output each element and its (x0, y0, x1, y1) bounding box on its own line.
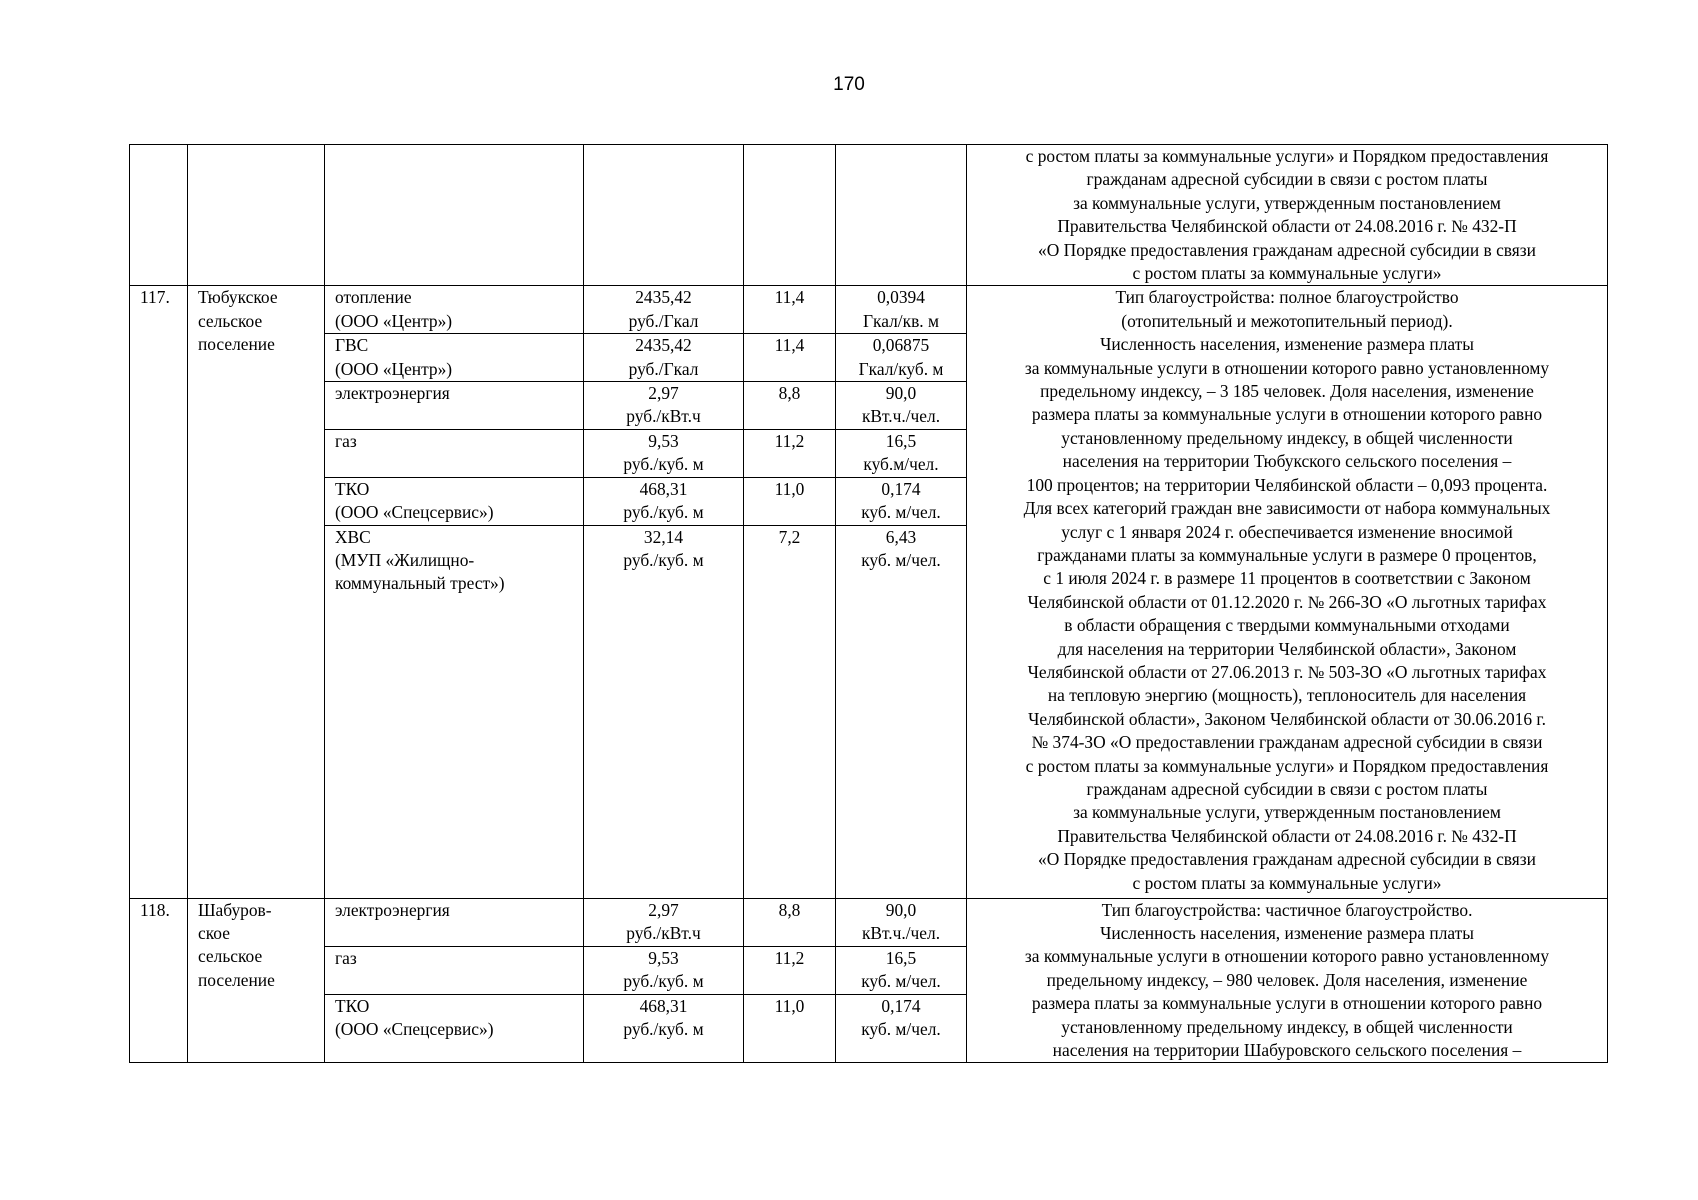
text-line: руб./куб. м (623, 454, 704, 475)
text-line: за коммунальные услуги, утвержденным постановлением (1073, 802, 1501, 823)
continuation-row (130, 145, 1608, 286)
text-line: куб. м/чел. (861, 502, 941, 523)
text-line: Гкал/куб. м (858, 358, 944, 379)
text-line: куб. м/чел. (861, 971, 941, 992)
service-name (325, 477, 584, 525)
text-line: Правительства Челябинской области от 24.08.2016 г. № 432-П (1057, 216, 1517, 237)
norm-value (836, 525, 967, 898)
text-line: сельское (198, 310, 263, 331)
norm-value (836, 382, 967, 430)
index-value: 11,4 (744, 286, 836, 334)
text-line: установленному предельному индексу, в общей численности (1061, 1016, 1513, 1037)
norm-value (836, 898, 967, 946)
text-line: на тепловую энергию (мощность), теплоноситель для населения (1047, 685, 1527, 706)
tariff-value (584, 382, 744, 430)
row-number: 118. (130, 898, 188, 1063)
text-line: куб. м/чел. (861, 549, 941, 570)
text-line: (отопительный и межотопительный период). (1121, 310, 1453, 331)
service-name (325, 286, 584, 334)
cont-settlement-cell (188, 145, 325, 286)
index-value: 8,8 (744, 382, 836, 430)
text-line: 100 процентов; на территории Челябинской области – 0,093 процента. (1026, 474, 1548, 495)
tariff-value (584, 429, 744, 477)
text-line: ХВС (335, 526, 371, 547)
cont-number-cell (130, 145, 188, 286)
index-value: 11,2 (744, 429, 836, 477)
text-line: 32,14 (643, 526, 684, 547)
text-line: за коммунальные услуги в отношении которого равно установленному (1024, 946, 1550, 967)
settlement-name (188, 286, 325, 898)
text-line: сельское (198, 946, 263, 967)
text-line: «О Порядке предоставления гражданам адресной субсидии в связи (1038, 239, 1536, 260)
tariff-value (584, 994, 744, 1062)
service-name (325, 994, 584, 1062)
text-line: 16,5 (885, 947, 917, 968)
text-line: (ООО «Спецсервис») (335, 1019, 494, 1040)
text-line: (ООО «Центр») (335, 310, 453, 331)
text-line: поселение (198, 334, 275, 355)
cont-norm-cell (836, 145, 967, 286)
text-line: отопление (335, 287, 412, 308)
text-line: руб./кВт.ч (626, 406, 701, 427)
text-line: «О Порядке предоставления гражданам адресной субсидии в связи (1038, 849, 1536, 870)
text-line: с ростом платы за коммунальные услуги» и Порядком предоставления (1025, 755, 1549, 776)
index-value: 11,0 (744, 477, 836, 525)
text-line: 90,0 (885, 899, 917, 920)
text-line: 2435,42 (635, 335, 692, 356)
text-line: 0,174 (881, 478, 921, 499)
table-row (130, 286, 1608, 334)
settlement-note (967, 286, 1608, 898)
text-line: 2,97 (648, 899, 679, 920)
index-value: 11,0 (744, 994, 836, 1062)
text-line: гражданам адресной субсидии в связи с ростом платы (1086, 778, 1488, 799)
text-line: 9,53 (648, 430, 679, 451)
service-name (325, 429, 584, 477)
text-line: кВт.ч./чел. (861, 922, 941, 943)
text-line: размера платы за коммунальные услуги в отношении которого равно (1031, 993, 1543, 1014)
text-line: предельному индексу, – 980 человек. Доля населения, изменение (1046, 969, 1528, 990)
settlement-note (967, 898, 1608, 1063)
text-line: 468,31 (639, 478, 688, 499)
text-line: руб./Гкал (628, 358, 699, 379)
text-line: ГВС (335, 335, 369, 356)
tariff-value (584, 525, 744, 898)
cont-service-cell (325, 145, 584, 286)
text-line: размера платы за коммунальные услуги в отношении которого равно (1031, 404, 1543, 425)
text-line: Правительства Челябинской области от 24.08.2016 г. № 432-П (1057, 825, 1517, 846)
text-line: Челябинской области от 27.06.2013 г. № 503-ЗО «О льготных тарифах (1027, 661, 1547, 682)
row-number: 117. (130, 286, 188, 898)
text-line: Челябинской области от 01.12.2020 г. № 266-ЗО «О льготных тарифах (1027, 591, 1547, 612)
text-line: установленному предельному индексу, в общей численности (1061, 427, 1513, 448)
tariff-value (584, 946, 744, 994)
text-line: за коммунальные услуги в отношении которого равно установленному (1024, 357, 1550, 378)
text-line: Гкал/кв. м (863, 310, 939, 331)
text-line: с 1 июля 2024 г. в размере 11 процентов в соответствии с Законом (1043, 568, 1531, 589)
tariff-value (584, 898, 744, 946)
text-line: услуг с 1 января 2024 г. обеспечивается изменение вносимой (1061, 521, 1513, 542)
text-line: электроэнергия (335, 383, 450, 404)
text-line: населения на территории Шабуровского сельского поселения – (1052, 1039, 1522, 1060)
service-name (325, 334, 584, 382)
text-line: Челябинской области», Законом Челябинской области от 30.06.2016 г. (1028, 708, 1546, 729)
text-line: 0,174 (881, 995, 921, 1016)
text-line: с ростом платы за коммунальные услуги» (1132, 872, 1442, 893)
text-line: ТКО (335, 995, 370, 1016)
text-line: 0,06875 (872, 335, 930, 356)
text-line: в области обращения с твердыми коммунальными отходами (1064, 615, 1510, 636)
text-line: 2,97 (648, 383, 679, 404)
continuation-note (967, 145, 1608, 286)
norm-value (836, 429, 967, 477)
text-line: 2435,42 (635, 287, 692, 308)
text-line: 6,43 (885, 526, 917, 547)
tariff-table (129, 144, 1608, 1063)
text-line: руб./куб. м (623, 502, 704, 523)
text-line: Численность населения, изменение размера платы (1100, 922, 1474, 943)
text-line: Для всех категорий граждан вне зависимости от набора коммунальных (1023, 498, 1551, 519)
text-line: Шабуров- (198, 899, 272, 920)
text-line: руб./Гкал (628, 310, 699, 331)
text-line: (МУП «Жилищно- (335, 549, 475, 570)
text-line: газ (335, 430, 357, 451)
index-value: 11,4 (744, 334, 836, 382)
text-line: (ООО «Центр») (335, 358, 453, 379)
text-line: для населения на территории Челябинской области», Законом (1057, 638, 1517, 659)
text-line: гражданами платы за коммунальные услуги в размере 0 процентов, (1037, 544, 1537, 565)
norm-value (836, 994, 967, 1062)
text-line: с ростом платы за коммунальные услуги» и Порядком предоставления (1025, 146, 1549, 166)
index-value: 11,2 (744, 946, 836, 994)
norm-value (836, 286, 967, 334)
tariff-value (584, 286, 744, 334)
text-line: населения на территории Тюбукского сельского поселения – (1062, 451, 1512, 472)
text-line: Тип благоустройства: полное благоустройство (1115, 287, 1459, 308)
tariff-value (584, 477, 744, 525)
text-line: № 374-ЗО «О предоставлении гражданам адресной субсидии в связи (1031, 732, 1543, 753)
index-value: 8,8 (744, 898, 836, 946)
text-line: руб./куб. м (623, 971, 704, 992)
text-line: Численность населения, изменение размера платы (1100, 334, 1474, 355)
text-line: 90,0 (885, 383, 917, 404)
norm-value (836, 334, 967, 382)
service-name (325, 898, 584, 946)
text-line: куб. м/чел. (861, 1019, 941, 1040)
norm-value (836, 946, 967, 994)
table-row (130, 898, 1608, 946)
page-number: 170 (833, 74, 865, 95)
text-line: куб.м/чел. (863, 454, 939, 475)
text-line: ское (198, 922, 230, 943)
tariff-value (584, 334, 744, 382)
norm-value (836, 477, 967, 525)
text-line: 0,0394 (877, 287, 925, 308)
text-line: с ростом платы за коммунальные услуги» (1132, 263, 1442, 284)
text-line: (ООО «Спецсервис») (335, 502, 494, 523)
cont-index-cell (744, 145, 836, 286)
text-line: руб./кВт.ч (626, 922, 701, 943)
text-line: руб./куб. м (623, 1019, 704, 1040)
text-line: за коммунальные услуги, утвержденным постановлением (1073, 192, 1501, 213)
text-line: 9,53 (648, 947, 679, 968)
text-line: электроэнергия (335, 899, 450, 920)
text-line: Тип благоустройства: частичное благоустройство. (1101, 899, 1473, 920)
service-name (325, 946, 584, 994)
text-line: поселение (198, 969, 275, 990)
text-line: руб./куб. м (623, 549, 704, 570)
text-line: ТКО (335, 478, 370, 499)
text-line: гражданам адресной субсидии в связи с ростом платы (1086, 169, 1488, 190)
cont-tariff-cell (584, 145, 744, 286)
service-name (325, 525, 584, 898)
service-name (325, 382, 584, 430)
text-line: коммунальный трест») (335, 573, 505, 594)
text-line: предельному индексу, – 3 185 человек. Доля населения, изменение (1040, 381, 1534, 402)
settlement-name (188, 898, 325, 1063)
text-line: Тюбукское (198, 287, 278, 308)
text-line: 468,31 (639, 995, 688, 1016)
text-line: газ (335, 947, 357, 968)
text-line: кВт.ч./чел. (861, 406, 941, 427)
index-value: 7,2 (744, 525, 836, 898)
text-line: 16,5 (885, 430, 917, 451)
